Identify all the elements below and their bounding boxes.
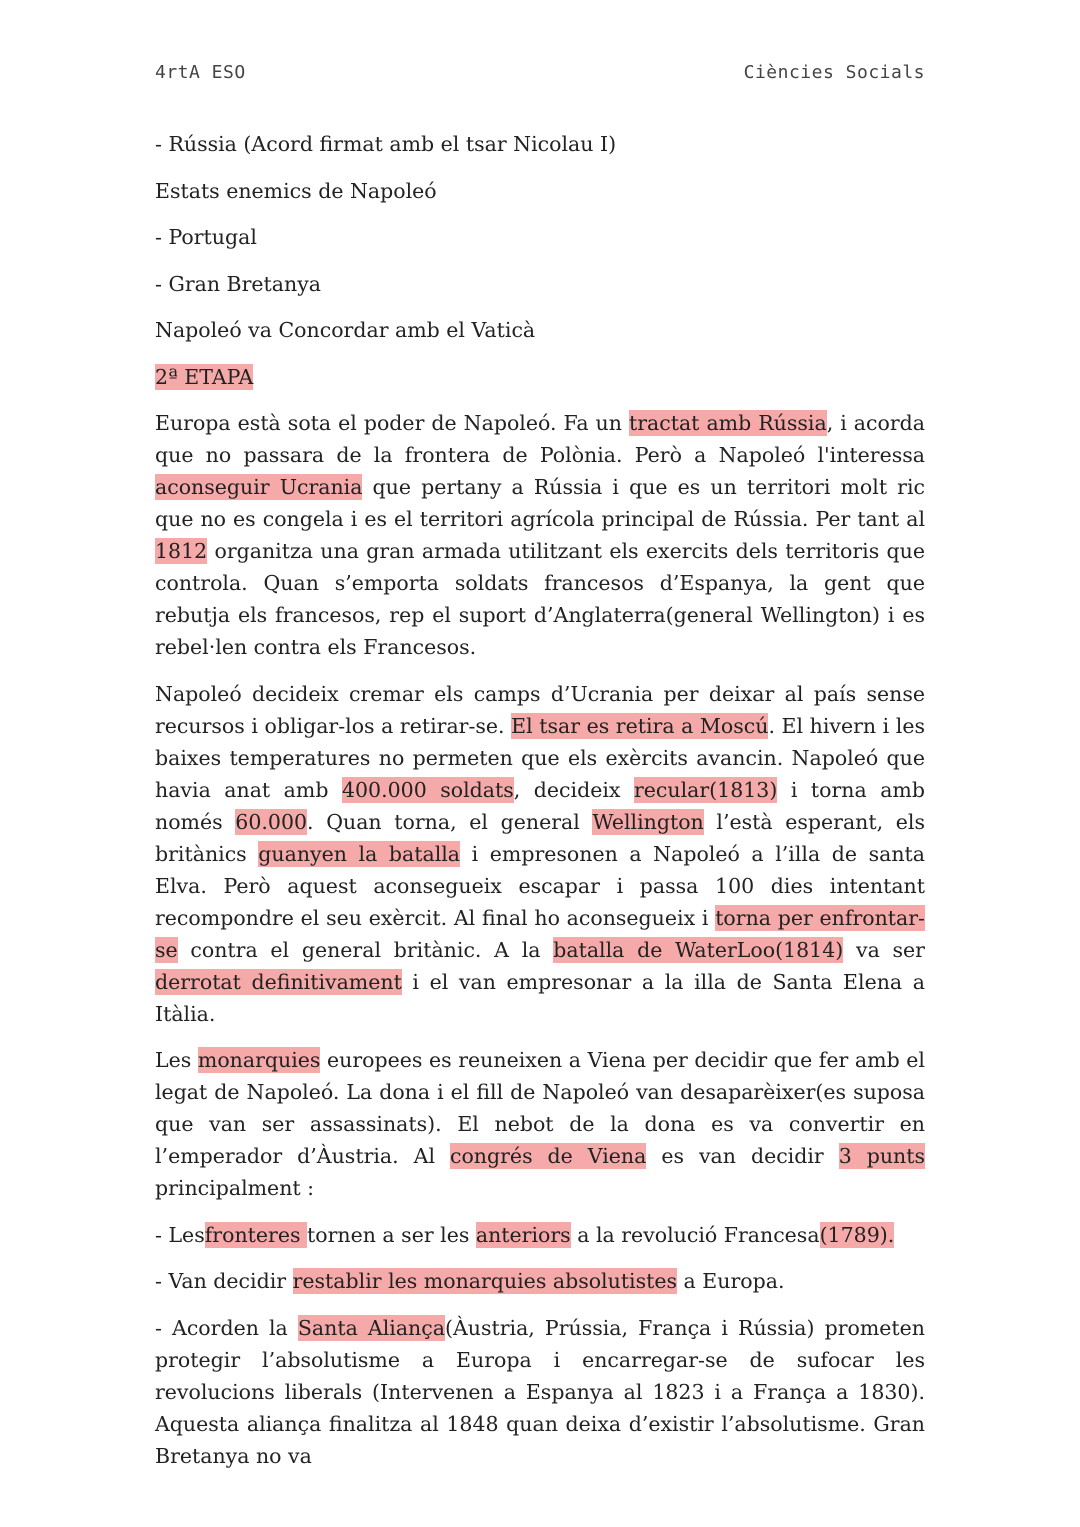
point-holy-alliance: [155, 1312, 925, 1472]
highlight: fronteres: [204, 1222, 307, 1247]
highlight: torna per enfrontar-se: [155, 905, 925, 962]
highlight: 3 punts: [838, 1144, 926, 1168]
text-run: organitza una gran armada utilitzant els exercits dels territoris que controla. Quan s’emporta soldats francesos d’Espanya, la gent que rebutja els francesos, rep el suport d’Anglaterra(general Wellington) i es rebel·len contra els Francesos.: [155, 539, 925, 659]
text-run: - Les: [155, 1222, 205, 1247]
concordat-line: Napoleó va Concordar amb el Vaticà: [155, 318, 536, 342]
text-run: es van decidir: [646, 1144, 839, 1168]
highlight: congrés de Viena: [449, 1144, 647, 1168]
text-run: Les: [155, 1048, 198, 1072]
highlight: 60.000: [235, 809, 308, 834]
text-run: i el van empresonar a la illa de Santa Elena a Itàlia.: [155, 969, 925, 1026]
text-run: i torna amb només: [155, 777, 925, 834]
document-body: [155, 128, 925, 1486]
paragraph-retreat-waterloo: [155, 678, 925, 1030]
text-run: - Acorden la: [155, 1315, 298, 1340]
highlight: (1789).: [819, 1222, 895, 1247]
text-run: europees es reuneixen a Viena per decidir que fer amb el legat de Napoleó. La dona i el fill de Napoleó van desaparèixer(es suposa que van ser assassinats). El nebot de la dona es va convertir en l’emperador d’Àustria. Al: [155, 1048, 925, 1168]
header-class: 4rtA ESO: [155, 62, 246, 83]
text-run: principalment :: [155, 1176, 315, 1200]
text-run: tornen a ser les: [307, 1222, 476, 1247]
highlight: 1812: [155, 539, 208, 563]
highlight: guanyen la batalla: [258, 841, 461, 866]
highlight: monarquies: [197, 1048, 321, 1072]
highlight: restablir les monarquies absolutistes: [292, 1269, 678, 1293]
text-run: . Quan torna, el general: [307, 809, 593, 834]
text-run: contra el general britànic. A la: [177, 937, 554, 962]
enemy-state-britain: - Gran Bretanya: [155, 271, 322, 296]
enemy-states-title: Estats enemics de Napoleó: [155, 178, 437, 203]
paragraph-vienna-congress: [155, 1044, 925, 1204]
allied-state-russia: - Rússia (Acord firmat amb el tsar Nicolau I): [155, 132, 617, 156]
text-run: a la revolució Francesa: [570, 1222, 820, 1247]
enemy-state-portugal: - Portugal: [155, 225, 257, 249]
paragraph-russia-campaign: [155, 407, 925, 663]
point-monarchies: [155, 1265, 925, 1297]
highlight: batalla de WaterLoo(1814): [553, 937, 844, 962]
header-subject: Ciències Socials: [743, 62, 925, 83]
highlight: derrotat definitivament: [155, 969, 402, 994]
text-run: i empresonen a Napoleó a l’illa de santa Elva. Però aquest aconsegueix escapar i passa 100 dies intentant recompondre el seu exèrcit. Al final ho aconsegueix i: [155, 841, 925, 930]
text-run: que pertany a Rússia i que es un territori molt ric que no es congela i es el territori agrícola principal de Rússia. Per tant al: [155, 475, 926, 531]
text-run: . El hivern i les baixes temperatures no permeten que els exèrcits avancin. Napoleó que havia anat amb: [155, 713, 926, 802]
highlight: tractat amb Rússia: [628, 411, 827, 435]
highlight: aconseguir Ucrania: [155, 475, 363, 499]
text-run: Napoleó decideix cremar els camps d’Ucrania per deixar al país sense recursos i obligar-los a retirar-se.: [155, 681, 925, 738]
text-run: va ser: [843, 937, 925, 962]
text-run: , i acorda que no passara de la frontera de Polònia. Però a Napoleó l'interessa: [155, 411, 926, 467]
highlight: Santa Aliança: [297, 1315, 445, 1340]
text-run: , decideix: [513, 777, 634, 802]
section-heading: [155, 361, 925, 393]
highlight: anteriors: [475, 1222, 571, 1247]
section-heading-text: 2ª ETAPA: [155, 364, 254, 389]
text-run: (Àustria, Prússia, França i Rússia) prometen protegir l’absolutisme a Europa i encarregar-se de sufocar les revolucions liberals (Intervenen a Espanya al 1823 i a França a 1830). Aquesta aliança finalitza al 1848 quan deixa d’existir l’absolutisme. Gran Bretanya no va: [155, 1315, 925, 1468]
highlight: El tsar es retira a Moscú: [511, 713, 769, 738]
highlight: recular(1813): [633, 777, 778, 802]
text-run: - Van decidir: [155, 1269, 293, 1293]
highlight: 400.000 soldats: [341, 777, 514, 802]
text-run: Europa està sota el poder de Napoleó. Fa un: [155, 411, 629, 435]
point-borders: [155, 1219, 925, 1251]
text-run: a Europa.: [677, 1269, 785, 1293]
text-run: l’està esperant, els britànics: [155, 809, 925, 866]
highlight: Wellington: [592, 809, 704, 834]
